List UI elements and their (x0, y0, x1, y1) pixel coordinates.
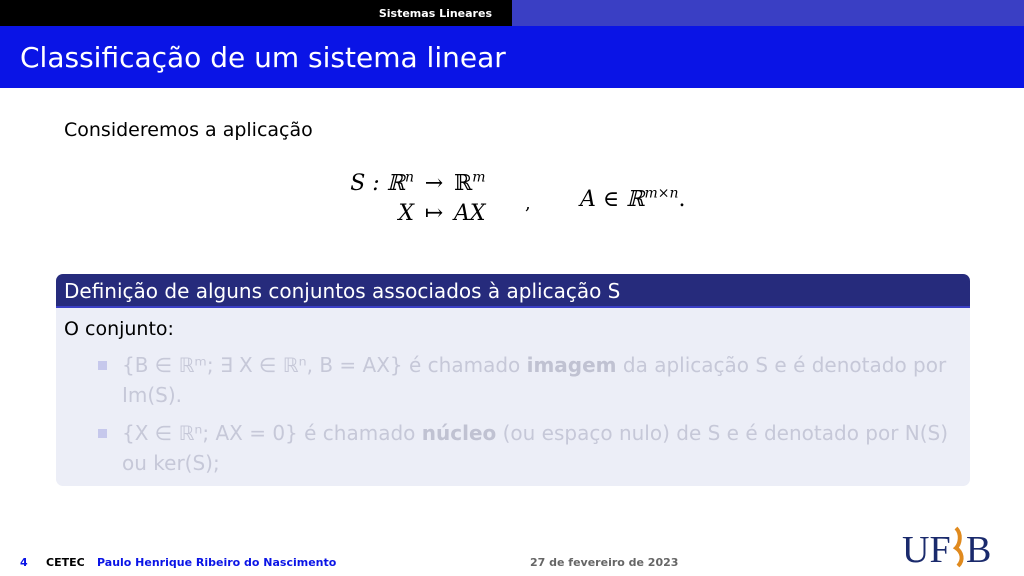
definition-block-title: Definição de alguns conjuntos associados à aplicação S (56, 274, 970, 308)
mapping-codomain-text: ℝ (454, 171, 473, 196)
intro-text: Consideremos a aplicação (64, 119, 313, 141)
definition-lead: O conjunto: (64, 318, 174, 340)
item-text-start: {X ∈ ℝⁿ; AX = 0} é chamado (122, 421, 422, 445)
definition-block (56, 274, 970, 486)
item-text-end: da aplicação S e é denotado por Im(S). (122, 353, 947, 407)
slide-footer (0, 550, 1024, 576)
bullet-square-icon (98, 361, 107, 370)
logo-letter-b: B (966, 529, 992, 570)
mapping-domain-text: S : ℝ (350, 171, 405, 196)
footer-org: CETEC (46, 556, 85, 569)
matrix-membership-end: . (678, 187, 686, 212)
matrix-membership-exp: m×n (644, 185, 679, 202)
footer-author: Paulo Henrique Ribeiro do Nascimento (97, 556, 337, 569)
footer-date: 27 de fevereiro de 2023 (530, 556, 679, 569)
logo-accent-mark (956, 528, 962, 566)
matrix-membership-text: A ∈ ℝ (580, 187, 645, 212)
definition-block-body (56, 308, 970, 486)
mapping-codomain (454, 170, 524, 198)
logo-letters-uf: UF (902, 529, 951, 570)
mapping-codomain-exp: m (472, 169, 486, 186)
mapping-comma: , (525, 193, 531, 214)
mapping-domain (330, 170, 414, 198)
mapping-input: X (398, 201, 414, 226)
item-text-end: (ou espaço nulo) de S e é denotado por N(S) ou ker(S); (122, 421, 949, 475)
frame-title-bar (0, 26, 1024, 88)
mapping-domain-exp: n (404, 169, 414, 186)
mapping-row-2 (330, 200, 524, 230)
slide-title: Classificação de um sistema linear (20, 41, 506, 74)
mapping-formula (330, 169, 531, 230)
item-keyword: imagem (526, 353, 617, 377)
section-navigation-bar (0, 0, 1024, 26)
mapping-arrow: → (424, 171, 444, 196)
mapping-row-1 (330, 170, 524, 200)
section-bar-spacer (512, 0, 1024, 26)
bullet-square-icon (98, 429, 107, 438)
mapping-output: AX (454, 201, 486, 226)
ufrb-logo-icon (902, 522, 1002, 570)
matrix-membership (580, 186, 685, 214)
list-item (64, 350, 962, 410)
page-number[interactable]: 4 (20, 556, 28, 569)
item-keyword: núcleo (421, 421, 497, 445)
list-item (64, 418, 962, 478)
mapping-mapsto: ↦ (424, 201, 444, 226)
section-name[interactable]: Sistemas Lineares (0, 0, 512, 26)
item-text-start: {B ∈ ℝᵐ; ∃ X ∈ ℝⁿ, B = AX} é chamado (122, 353, 527, 377)
